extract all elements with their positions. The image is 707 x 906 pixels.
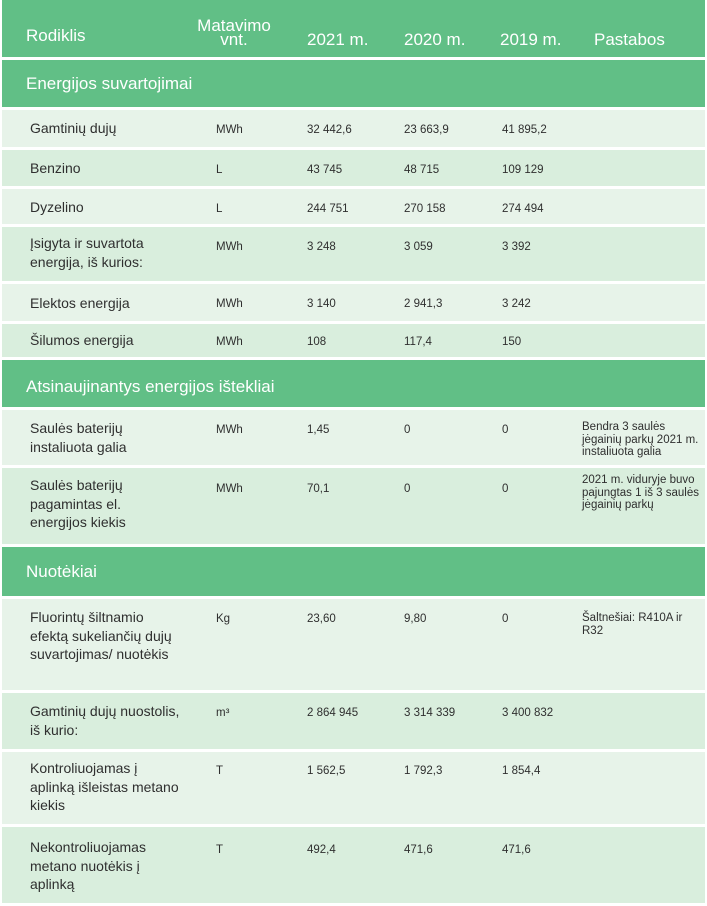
section-atsinaujinantys bbox=[2, 360, 705, 410]
row-name: Dyzelino bbox=[30, 199, 84, 215]
row-value-2020: 48 715 bbox=[404, 164, 440, 176]
row-value-2020: 0 bbox=[404, 424, 411, 436]
table-header bbox=[2, 0, 705, 60]
header-rodiklis: Rodiklis bbox=[26, 26, 86, 45]
row-name: Gamtinių dujų bbox=[30, 120, 117, 136]
row-value-2020: 0 bbox=[404, 483, 411, 495]
table-row bbox=[2, 284, 705, 324]
row-name: Kontroliuojamas į aplinką išleistas metano kiekis bbox=[30, 760, 179, 813]
row-value-2019: 3 400 832 bbox=[502, 707, 554, 719]
row-value-2021: 108 bbox=[307, 336, 327, 348]
row-note: Bendra 3 saulės jėgainių parkų 2021 m. instaliuota galia bbox=[582, 421, 699, 458]
row-value-2019: 274 494 bbox=[502, 203, 544, 215]
row-value-2019: 0 bbox=[502, 613, 509, 625]
row-value-2020: 2 941,3 bbox=[404, 298, 443, 310]
row-value-2021: 492,4 bbox=[307, 844, 336, 856]
row-value-2021: 3 140 bbox=[307, 298, 336, 310]
row-value-2019: 3 242 bbox=[502, 298, 531, 310]
row-value-2019: 471,6 bbox=[502, 844, 531, 856]
row-value-2019: 0 bbox=[502, 424, 509, 436]
row-unit: L bbox=[216, 203, 223, 215]
row-value-2020: 471,6 bbox=[404, 844, 433, 856]
row-value-2019: 1 854,4 bbox=[502, 765, 541, 777]
row-unit: MWh bbox=[216, 298, 243, 310]
row-unit: T bbox=[216, 765, 224, 777]
table-row bbox=[2, 189, 705, 227]
row-value-2020: 270 158 bbox=[404, 203, 446, 215]
table-row bbox=[2, 693, 705, 752]
row-note: Šaltnešiai: R410A ir R32 bbox=[582, 612, 683, 637]
header-2020: 2020 m. bbox=[404, 30, 466, 49]
row-value-2021: 70,1 bbox=[307, 483, 330, 495]
row-value-2021: 3 248 bbox=[307, 241, 336, 253]
row-value-2021: 23,60 bbox=[307, 613, 336, 625]
row-value-2019: 3 392 bbox=[502, 241, 531, 253]
row-unit: L bbox=[216, 164, 223, 176]
row-value-2019: 150 bbox=[502, 336, 522, 348]
row-unit: T bbox=[216, 844, 224, 856]
row-name: Šilumos energija bbox=[30, 332, 134, 348]
table-row bbox=[2, 752, 705, 827]
row-name: Nekontroliuojamas metano nuotėkis į aplinką bbox=[30, 839, 146, 892]
section-title: Atsinaujinantys energijos ištekliai bbox=[26, 377, 275, 396]
row-value-2020: 9,80 bbox=[404, 613, 427, 625]
row-unit: MWh bbox=[216, 483, 243, 495]
row-value-2021: 32 442,6 bbox=[307, 124, 352, 136]
row-unit: MWh bbox=[216, 336, 243, 348]
row-value-2019: 109 129 bbox=[502, 164, 544, 176]
table-row bbox=[2, 324, 705, 360]
table-row bbox=[2, 827, 705, 903]
row-value-2019: 0 bbox=[502, 483, 509, 495]
row-name: Įsigyta ir suvartota energija, iš kurios: bbox=[30, 235, 144, 270]
row-name: Benzino bbox=[30, 160, 81, 176]
section-nuotekiai bbox=[2, 547, 705, 599]
row-name: Gamtinių dujų nuostolis, iš kurio: bbox=[30, 703, 180, 738]
table-row bbox=[2, 599, 705, 693]
header-matavimo: Matavimo vnt. bbox=[197, 16, 271, 49]
row-value-2020: 1 792,3 bbox=[404, 765, 443, 777]
row-unit: m³ bbox=[216, 707, 230, 719]
row-value-2021: 1,45 bbox=[307, 424, 330, 436]
table-row bbox=[2, 410, 705, 468]
row-unit: MWh bbox=[216, 124, 243, 136]
table-row bbox=[2, 110, 705, 150]
section-title: Nuotėkiai bbox=[26, 562, 97, 581]
row-value-2020: 3 059 bbox=[404, 241, 433, 253]
row-unit: MWh bbox=[216, 241, 243, 253]
row-name: Saulės baterijų pagamintas el. energijos kiekis bbox=[30, 477, 126, 530]
row-name: Elektos energija bbox=[30, 295, 130, 311]
table-row bbox=[2, 150, 705, 189]
row-value-2020: 23 663,9 bbox=[404, 124, 449, 136]
row-value-2020: 3 314 339 bbox=[404, 707, 456, 719]
section-energijos bbox=[2, 60, 705, 110]
row-value-2021: 2 864 945 bbox=[307, 707, 359, 719]
row-unit: Kg bbox=[216, 613, 231, 625]
row-note: 2021 m. viduryje buvo pajungtas 1 iš 3 saulės jėgainių parkų bbox=[582, 474, 699, 511]
row-value-2020: 117,4 bbox=[404, 336, 432, 348]
row-value-2021: 244 751 bbox=[307, 203, 349, 215]
header-pastabos: Pastabos bbox=[594, 30, 665, 49]
row-unit: MWh bbox=[216, 424, 243, 436]
row-value-2021: 1 562,5 bbox=[307, 765, 346, 777]
table-row bbox=[2, 227, 705, 284]
header-2021: 2021 m. bbox=[307, 30, 369, 49]
row-name: Saulės baterijų instaliuota galia bbox=[30, 420, 127, 455]
row-value-2019: 41 895,2 bbox=[502, 124, 547, 136]
indicator-table bbox=[2, 0, 705, 903]
row-name: Fluorintų šiltnamio efektą sukeliančių dujų suvartojimas/ nuotėkis bbox=[30, 609, 172, 662]
section-title: Energijos suvartojimai bbox=[26, 74, 193, 93]
header-2019: 2019 m. bbox=[500, 30, 562, 49]
table-row bbox=[2, 468, 705, 547]
row-value-2021: 43 745 bbox=[307, 164, 343, 176]
